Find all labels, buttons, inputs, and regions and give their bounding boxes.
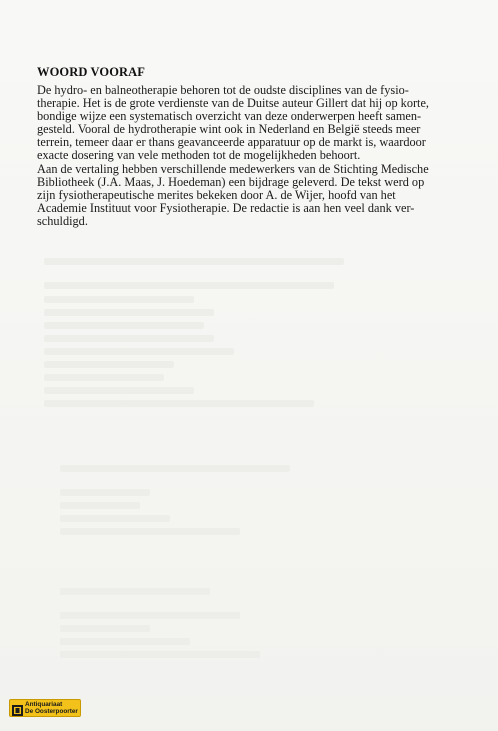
bookshop-name-line2: De Oosterpoorter	[25, 708, 78, 715]
foreword-text: De hydro- en balneotherapie behoren tot de oudste disciplines van de fysio- therapie. Het is de grote verdienste van de Duitse auteur Gillert dat hij op korte, bondige wijze een systematisch overzicht van deze onderwerpen heeft samen- gesteld. Vooral de hydrotherapie wint ook in Nederland en België steeds meer terrein, temeer daar er thans geavanceerde apparatuur op de markt is, waardoor exacte dosering van vele methoden tot de mogelijkheden behoort. Aan de vertaling hebben verschillende medewerkers van de Stichting Medische Bibliotheek (J.A. Maas, J. Hoedeman) een bijdrage geleverd. De tekst werd op zijn fysiotherapeutische merites bekeken door A. de Wijer, hoofd van het Academie Instituut voor Fysiotherapie. De redactie is aan hen veel dank ver- schuldigd.	[37, 83, 430, 228]
page-title: WOORD VOORAF	[37, 65, 146, 79]
bookshop-badge	[9, 699, 81, 717]
bookshop-name-line1: Antiquariaat	[25, 701, 63, 708]
bookshop-logo-icon	[12, 703, 23, 714]
bookshop-name	[25, 701, 78, 715]
